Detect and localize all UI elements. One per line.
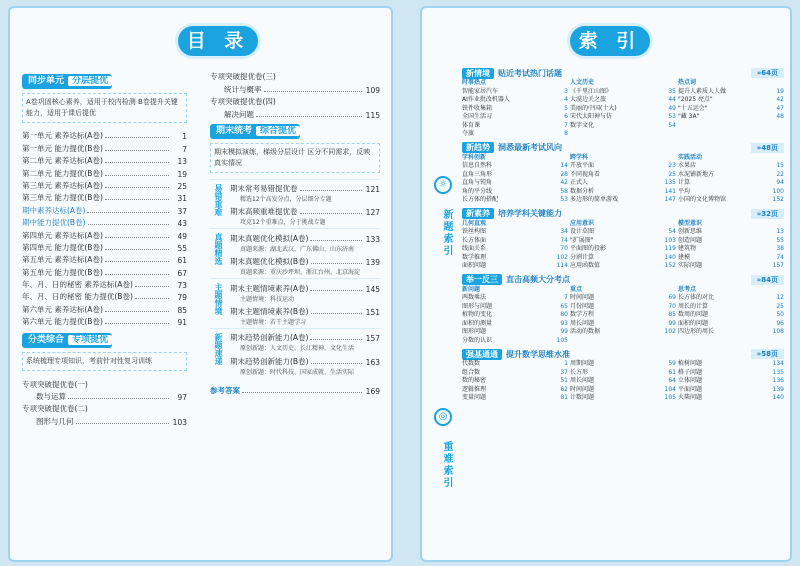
index-entry[interactable]: "藏 3A" 48 [678,113,784,120]
index-entry[interactable]: 长方体的搭配 53 [462,196,568,203]
index-column [678,360,784,403]
index-entry[interactable]: 面积的问题 96 [678,319,784,327]
unit-row[interactable]: 第三单元 能力提优(B卷) 31 [22,193,187,204]
section-title: 贴近考试热门话题 [498,68,562,78]
index-entry[interactable]: 逻辑推理 62 [462,385,568,393]
index-column-heading: 应用意识 [570,219,595,227]
index-entry[interactable]: 水泥铺新地方 22 [678,170,784,178]
index-entry[interactable]: 分割计算 140 [570,253,676,261]
target-icon: ◎ [434,408,452,426]
index-grid [462,154,784,205]
index-column [678,286,784,346]
index-entry[interactable]: 实际问题 157 [678,262,784,269]
contents-title: 目 录 [178,26,258,56]
index-entry[interactable]: 周长问题 99 [570,319,676,327]
index-sections [462,64,784,406]
index-entry[interactable]: "十五运会" 47 [678,104,784,112]
index-entry[interactable]: 多边形的简单游戏 147 [570,196,676,203]
index-column [462,154,568,205]
index-entry[interactable]: 周长的计算 25 [678,302,784,310]
unit-row[interactable]: 第一单元 素养达标(A卷) 1 [22,131,187,142]
exam-note: 精选12个高发分点，分层细分专题 [240,195,332,203]
index-entry[interactable]: 铁件收集箱 5 [462,104,568,112]
exam-row[interactable]: 期末高频重难提优卷 127 [230,207,380,218]
side-tab-new: 新题索引 [441,209,452,257]
special-sub-row[interactable]: 解决问题 115 [224,109,380,120]
exam-note: 原创新题：时代科技、国家成就、生活实际 [240,368,355,376]
index-entry[interactable]: 分数的认识 105 [462,336,568,344]
index-section [462,348,784,403]
index-column-heading: 几何直观 [462,219,487,227]
index-page [420,6,792,562]
index-column [462,286,568,346]
index-section [462,274,784,346]
index-entry[interactable]: 《千里江山图》 35 [570,87,676,95]
index-entry[interactable]: 数据分析 141 [570,187,676,195]
index-entry[interactable]: 不同视角看 25 [570,170,676,178]
index-column-heading: 人文历史 [570,79,595,86]
index-column [462,79,568,139]
index-entry[interactable]: 数的秘密 51 [462,377,568,384]
unit-row[interactable]: 第六单元 能力提优(B卷) 91 [22,317,187,328]
index-column [570,79,676,139]
index-entry[interactable]: 数字文化 54 [570,121,676,129]
index-entry[interactable]: 时间问题 104 [570,385,676,393]
index-grid [462,79,784,139]
index-entry[interactable]: 创新思维 13 [678,228,784,235]
special-row[interactable]: 专项突破提优卷(一) [22,379,88,389]
exam-note: 原创新题：人文历史、长江精神、文化生活 [240,345,355,353]
section-page[interactable]: »48页 [751,143,784,153]
contents-right-column [210,70,380,396]
index-entry[interactable]: 长方体面 74 [462,236,568,244]
index-entry[interactable]: 数周的问题 50 [678,311,784,318]
exam-group-label: 主题情境 [214,283,223,316]
section-band-sync: 同步单元 分层提优 [22,74,112,89]
index-entry[interactable]: 信息自然科 14 [462,162,568,169]
section-tag: 强基通通 [462,349,502,360]
index-entry[interactable]: 面积问题 114 [462,262,568,269]
index-section [462,67,784,139]
unit-row[interactable]: 第五单元 能力提优(B卷) 67 [22,267,187,278]
index-entry[interactable]: 平面图的投影 119 [570,245,676,252]
index-column-heading: 思考点 [678,285,697,293]
special-list-a [22,377,187,427]
index-entry[interactable]: 体育课 7 [462,121,568,129]
index-column [570,286,676,346]
index-entry[interactable]: "2025 亮点" 42 [678,96,784,103]
index-entry[interactable]: 立体问题 136 [678,377,784,384]
index-entry[interactable]: 小国的文化博物馆 152 [678,196,784,203]
index-entry[interactable]: 线面关系 70 [462,245,568,252]
index-column [678,154,784,205]
index-grid [462,220,784,271]
final-intro: 期末模拟演练，梯级分层设计 区分不同需求，反映真实情况 [210,143,380,173]
contents-page [8,6,393,562]
index-entry[interactable]: 应用函数值 152 [570,262,676,269]
section-tag: 新情境 [462,68,494,79]
special-sub-row[interactable]: 统计与概率 109 [224,84,380,95]
exam-note: 真题来源：重庆沙坪坝、浙江台州、北京海淀 [240,269,361,277]
index-entry[interactable]: 两数乘法 7 [462,294,568,301]
index-entry[interactable]: 平均 100 [678,187,784,195]
index-entry[interactable]: 宋代太阳神与仿 53 [570,113,676,120]
exam-group [210,328,380,378]
index-column [678,79,784,139]
unit-row[interactable]: 第一单元 能力提优(B卷) 7 [22,143,187,154]
index-entry[interactable]: 格子问题 135 [678,368,784,376]
index-entry[interactable]: 直角与钝角 42 [462,179,568,186]
index-column [570,220,676,271]
index-section [462,142,784,205]
index-column-heading: 学科创新 [462,153,487,161]
exam-row[interactable]: 期末真题优化模拟(B卷) 139 [230,257,380,268]
index-entry[interactable]: 组合数 37 [462,368,568,376]
exam-group [210,278,380,328]
unit-row[interactable]: 年、月、日的秘密 能力提优(B卷) 79 [22,292,187,303]
index-column [570,154,676,205]
index-entry[interactable]: 代数数 1 [462,360,568,367]
index-section-header [462,348,784,360]
exam-group [210,228,380,278]
unit-row[interactable]: 第四单元 素养达标(A卷) 49 [22,230,187,241]
index-entry[interactable]: 四边形的周长 108 [678,328,784,335]
index-column-heading: 时事热点 [462,79,487,86]
index-entry[interactable]: 提升人素质人人做 19 [678,87,784,95]
index-title: 索 引 [570,26,650,56]
index-column-heading: 实践活动 [678,153,703,161]
exam-note: 主题情境：若干主题学习 [240,318,307,326]
section-page[interactable]: »64页 [751,68,784,78]
index-entry[interactable]: 长方体的对比 12 [678,294,784,301]
exam-group [210,179,380,229]
special-sub-row[interactable]: 图形与几何 103 [36,416,187,427]
index-entry[interactable]: 计数问题 105 [570,394,676,401]
answers-row[interactable]: 参考答案 169 [210,386,380,397]
index-column [462,220,568,271]
index-entry[interactable]: 平面问题 139 [678,385,784,393]
index-section-header [462,67,784,79]
unit-row[interactable]: 年、月、日的秘密 素养达标(A卷) 73 [22,280,187,291]
unit-list [22,129,187,327]
lightbulb-icon: ☼ [434,176,452,194]
section-tag: 新趋势 [462,142,494,153]
unit-row[interactable]: 期中素养达标(A卷) 37 [22,205,187,216]
index-entry[interactable]: 水果店 15 [678,162,784,169]
section-tag: 新素养 [462,208,494,219]
exam-note: 真题来源：湖北武汉、广东佛山、山东济南 [240,245,355,253]
index-entry[interactable]: 变量问题 81 [462,394,568,401]
index-section-header [462,142,784,154]
index-entry[interactable]: 全国生活习 6 [462,113,568,120]
index-entry[interactable]: 活动的数据 102 [570,328,676,335]
index-column-heading: 热点词 [678,79,697,86]
section-tag: 举一反三 [462,274,502,285]
index-entry[interactable]: 夺旗 8 [462,130,568,137]
section-title: 提升数学思维水准 [506,349,570,359]
exam-row[interactable]: 期末主题情境素养(A卷) 145 [230,283,380,294]
exam-list [210,179,380,378]
index-entry[interactable]: 大漠边关之旅 44 [570,96,676,103]
special-row[interactable]: 专项突破提优卷(三) [210,72,276,82]
sync-intro: A卷巩固核心素养，适用于校内检测 B卷提升关键能力，适用于课后提优 [22,93,187,123]
special-sub-row[interactable]: 数与运算 97 [36,392,187,403]
section-page[interactable]: »84页 [751,275,784,285]
section-page[interactable]: »58页 [751,349,784,359]
index-entry[interactable]: 时间问题 69 [570,294,676,301]
special-row[interactable]: 专项突破提优卷(二) [22,404,88,414]
index-entry[interactable]: 美丽的中国(十大) 49 [570,104,676,112]
index-entry[interactable]: 智能家居汽车 3 [462,87,568,95]
index-entry[interactable]: 周期问题 59 [570,360,676,367]
index-entry[interactable]: 数学方程 85 [570,311,676,318]
contents-left-column [22,70,187,427]
index-entry[interactable]: 植树问题 134 [678,360,784,367]
index-entry[interactable]: 建模 74 [678,253,784,261]
index-entry[interactable]: "扩展图" 103 [570,236,676,244]
index-entry[interactable]: AI作业批改机器人 4 [462,96,568,103]
index-entry[interactable]: 建筑物 38 [678,245,784,252]
index-entry[interactable]: 铁丝构图 34 [462,228,568,235]
exam-row[interactable]: 期末常考易错提优卷 121 [230,183,380,194]
unit-row[interactable]: 第二单元 能力提优(B卷) 19 [22,168,187,179]
index-entry[interactable]: 植物的变化 80 [462,311,568,318]
section-title: 直击高频大分考点 [506,275,570,284]
index-entry[interactable]: 角的平分线 58 [462,187,568,195]
exam-group-label: 新题速递 [214,332,223,365]
index-entry[interactable]: 长方形 61 [570,368,676,376]
index-column [570,360,676,403]
unit-row[interactable]: 第二单元 素养达标(A卷) 13 [22,156,187,167]
index-entry[interactable]: 图形与问题 65 [462,302,568,310]
index-grid [462,286,784,346]
index-entry[interactable]: 创造问题 55 [678,236,784,244]
unit-row[interactable]: 第三单元 素养达标(A卷) 25 [22,180,187,191]
index-entry[interactable]: 火柴问题 140 [678,394,784,401]
exam-note: 攻克12个重难点，分于挑战专题 [240,219,326,227]
exam-row[interactable]: 期末趋势创新能力(A卷) 157 [230,333,380,344]
exam-group-label: 易错重难 [214,183,223,216]
index-entry[interactable]: 计算 94 [678,179,784,186]
section-title: 培养学科关键能力 [498,209,562,218]
index-entry[interactable]: 直角三角形 28 [462,170,568,178]
section-title: 洞悉最新考试风向 [498,143,562,152]
exam-group-label: 真题精选 [214,233,223,266]
side-tab-key: 重难索引 [441,441,452,489]
exam-row[interactable]: 期末主题情境素养(B卷) 151 [230,306,380,317]
index-entry[interactable]: 数学推理 102 [462,253,568,261]
special-intro: 系统梳理专项知识，考前针对性复习训练 [22,352,187,371]
unit-row[interactable]: 第六单元 素养达标(A卷) 85 [22,304,187,315]
index-entry[interactable]: 开放平面 23 [570,162,676,169]
index-section [462,208,784,271]
index-entry[interactable]: 设计草图 54 [570,228,676,235]
index-section-header [462,274,784,286]
exam-row[interactable]: 期末趋势创新能力(B卷) 163 [230,356,380,367]
section-page[interactable]: »32页 [751,209,784,219]
index-grid [462,360,784,403]
index-entry[interactable]: 月份问题 70 [570,302,676,310]
index-entry[interactable]: 图形问题 99 [462,328,568,335]
exam-row[interactable]: 期末真题优化模拟(A卷) 133 [230,233,380,244]
special-list-b [210,70,380,120]
unit-row[interactable]: 第四单元 能力提优(B卷) 55 [22,242,187,253]
unit-row[interactable]: 期中能力提优(B卷) 43 [22,218,187,229]
index-entry[interactable]: 面积的测量 93 [462,319,568,327]
index-column [462,360,568,403]
index-entry[interactable]: 正式人 135 [570,179,676,186]
section-band-final: 期末统考 综合提优 [210,124,300,139]
section-band-special: 分类综合 专项提优 [22,333,112,348]
index-column-heading: 新问题 [462,285,481,293]
index-column-heading: 重点 [570,285,583,293]
special-row[interactable]: 专项突破提优卷(四) [210,97,276,107]
index-column-heading: 模型意识 [678,219,703,227]
index-entry[interactable]: 周长问题 64 [570,377,676,384]
index-column-heading: 跨学科 [570,153,589,161]
index-section-header [462,208,784,220]
exam-note: 主题情境：科技运动 [240,295,295,303]
unit-row[interactable]: 第五单元 素养达标(A卷) 61 [22,255,187,266]
index-column [678,220,784,271]
